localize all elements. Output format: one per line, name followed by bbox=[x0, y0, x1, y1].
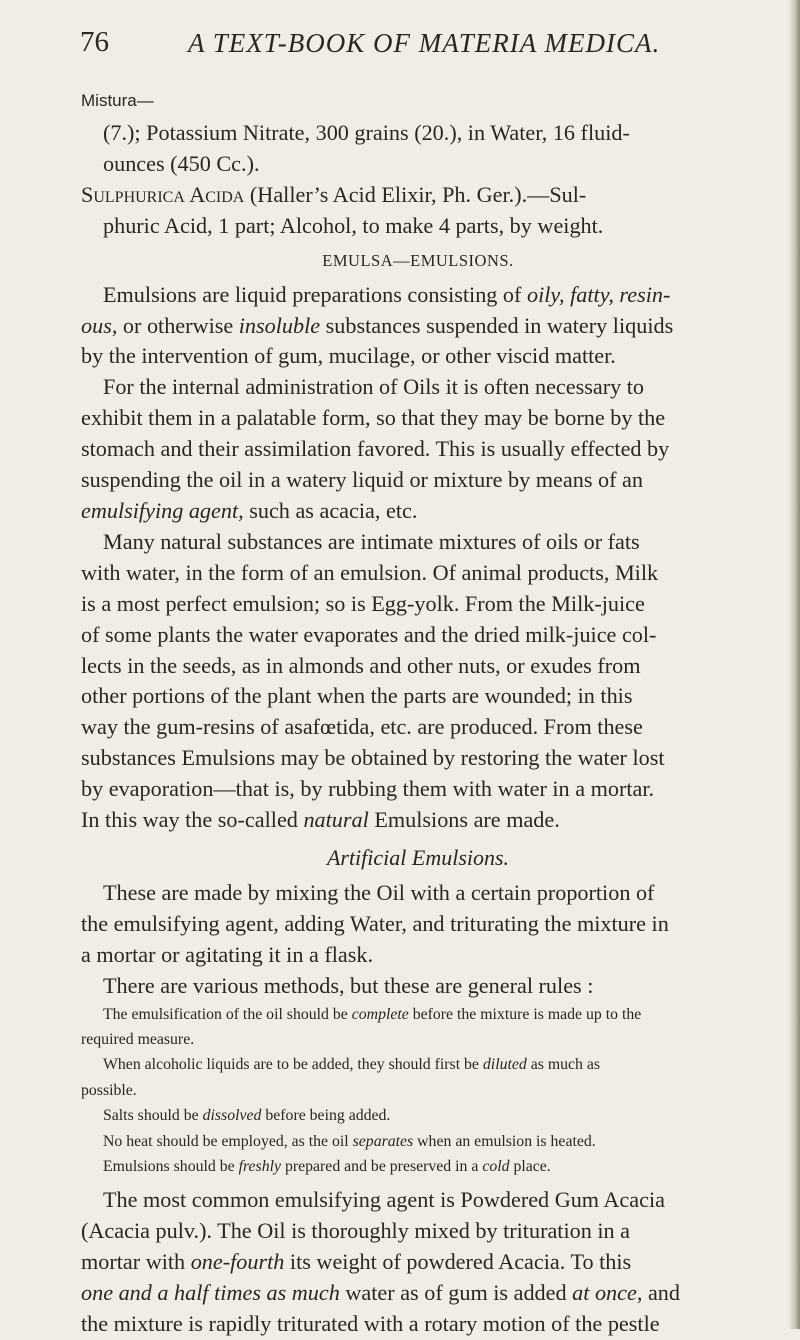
page-edge-shadow bbox=[788, 0, 800, 1329]
italic-text: one and a half times as much bbox=[81, 1280, 340, 1306]
entry-name: Sulphurica Acida bbox=[81, 181, 245, 207]
text-line: with water, in the form of an emulsion. Of animal products, Milk bbox=[81, 559, 659, 585]
italic-text: dissolved bbox=[202, 1107, 262, 1125]
text-fragment: before being added. bbox=[261, 1107, 391, 1125]
text-line: The most common emulsifying agent is Powdered Gum Acacia bbox=[103, 1187, 665, 1213]
italic-text: cold bbox=[482, 1158, 510, 1175]
text-line bbox=[81, 805, 755, 836]
text-line bbox=[81, 280, 755, 311]
text-line bbox=[81, 1278, 755, 1309]
text-line: lects in the seeds, as in almonds and other nuts, or exudes from bbox=[81, 652, 641, 678]
rule-item bbox=[81, 1052, 755, 1077]
text-line: suspending the oil in a watery liquid or mixture by means of an bbox=[81, 467, 643, 493]
text-line: There are various methods, but these are general rules : bbox=[103, 972, 594, 998]
italic-text: diluted bbox=[482, 1056, 527, 1074]
text-fragment: Emulsions are made. bbox=[368, 807, 560, 833]
page-number: 76 bbox=[80, 26, 109, 58]
text-line: substances Emulsions may be obtained by restoring the water lost bbox=[81, 745, 665, 771]
text-fragment: prepared and be preserved in a bbox=[281, 1158, 483, 1175]
text-line: the emulsifying agent, adding Water, and triturating the mixture in bbox=[81, 910, 669, 936]
italic-text: freshly bbox=[238, 1158, 282, 1175]
rule-item bbox=[81, 1103, 755, 1128]
text-line: is a most perfect emulsion; so is Egg-yolk. From the Milk-juice bbox=[81, 590, 645, 616]
text-line: by evaporation—that is, by rubbing them with water in a mortar. bbox=[81, 776, 655, 802]
text-fragment: place. bbox=[509, 1158, 551, 1175]
text-line: stomach and their assimilation favored. This is usually effected by bbox=[81, 436, 670, 462]
text-line: way the gum-resins of asafœtida, etc. are produced. From these bbox=[81, 714, 643, 740]
sulphurica-entry bbox=[81, 180, 755, 211]
text-fragment: when an emulsion is heated. bbox=[413, 1132, 596, 1150]
page-body bbox=[81, 88, 755, 1340]
text-line: phuric Acid, 1 part; Alcohol, to make 4 parts, by weight. bbox=[103, 212, 604, 238]
text-line bbox=[81, 1247, 755, 1278]
page-header bbox=[80, 26, 760, 70]
text-fragment: or otherwise bbox=[117, 312, 239, 338]
text-fragment: mortar with bbox=[81, 1249, 191, 1275]
rule-item-continued: required measure. bbox=[81, 1030, 195, 1048]
italic-text: complete bbox=[351, 1005, 409, 1023]
section-heading: EMULSA—EMULSIONS. bbox=[322, 250, 514, 270]
running-head: A TEXT-BOOK OF MATERIA MEDICA. bbox=[188, 28, 661, 58]
text-line: by the intervention of gum, mucilage, or other viscid matter. bbox=[81, 343, 616, 369]
text-fragment: water as of gum is added bbox=[339, 1280, 573, 1306]
text-fragment: (Haller’s Acid Elixir, Ph. Ger.).—Sul- bbox=[244, 181, 587, 207]
text-line: Many natural substances are intimate mixtures of oils or fats bbox=[103, 528, 640, 554]
text-fragment: such as acacia, etc. bbox=[243, 497, 418, 523]
text-fragment: its weight of powdered Acacia. To this bbox=[284, 1249, 632, 1275]
text-fragment: before the mixture is made up to the bbox=[408, 1005, 642, 1023]
text-fragment: In this way the so-called bbox=[81, 807, 304, 833]
text-line: For the internal administration of Oils it is often necessary to bbox=[103, 374, 645, 400]
text-line bbox=[81, 311, 755, 342]
text-fragment: No heat should be employed, as the oil bbox=[103, 1132, 353, 1150]
italic-text: ous, bbox=[81, 312, 118, 338]
text-line: These are made by mixing the Oil with a certain proportion of bbox=[103, 879, 655, 905]
text-line: other portions of the plant when the parts are wounded; in this bbox=[81, 683, 633, 709]
italic-text: separates bbox=[352, 1132, 414, 1150]
text-fragment: as much as bbox=[526, 1056, 601, 1074]
text-line: ounces (450 Cc.). bbox=[103, 150, 260, 176]
text-fragment: substances suspended in watery liquids bbox=[320, 312, 674, 338]
rule-item-continued: possible. bbox=[81, 1081, 137, 1099]
rule-item bbox=[81, 1154, 755, 1179]
subheading: Artificial Emulsions. bbox=[326, 844, 510, 870]
text-line: of some plants the water evaporates and the dried milk-juice col- bbox=[81, 621, 657, 647]
text-line: a mortar or agitating it in a flask. bbox=[81, 941, 374, 967]
italic-text: natural bbox=[303, 807, 369, 833]
italic-text: emulsifying agent, bbox=[81, 497, 244, 523]
text-fragment: and bbox=[642, 1280, 680, 1306]
text-line: (7.); Potassium Nitrate, 300 grains (20.), in Water, 16 fluid- bbox=[103, 120, 630, 145]
rule-item bbox=[81, 1129, 755, 1154]
text-fragment: Salts should be bbox=[103, 1107, 203, 1125]
text-line bbox=[81, 496, 755, 527]
italic-text: at once, bbox=[572, 1280, 643, 1306]
italic-text: one-fourth bbox=[190, 1249, 285, 1275]
rules-list bbox=[81, 1002, 755, 1180]
rule-item bbox=[81, 1002, 755, 1027]
text-line: (Acacia pulv.). The Oil is thoroughly mixed by trituration in a bbox=[81, 1218, 631, 1244]
text-fragment: Emulsions should be bbox=[103, 1158, 239, 1175]
text-line: the mixture is rapidly triturated with a rotary motion of the pestle bbox=[81, 1311, 660, 1337]
italic-text: insoluble bbox=[238, 312, 321, 338]
mistura-label: Mistura— bbox=[81, 91, 154, 110]
text-line: exhibit them in a palatable form, so that they may be borne by the bbox=[81, 405, 666, 431]
text-fragment: When alcoholic liquids are to be added, they should first be bbox=[103, 1056, 483, 1074]
text-fragment: The emulsification of the oil should be bbox=[103, 1005, 352, 1023]
text-fragment: Emulsions are liquid preparations consisting of bbox=[103, 281, 527, 307]
italic-text: oily, fatty, resin- bbox=[526, 281, 671, 307]
